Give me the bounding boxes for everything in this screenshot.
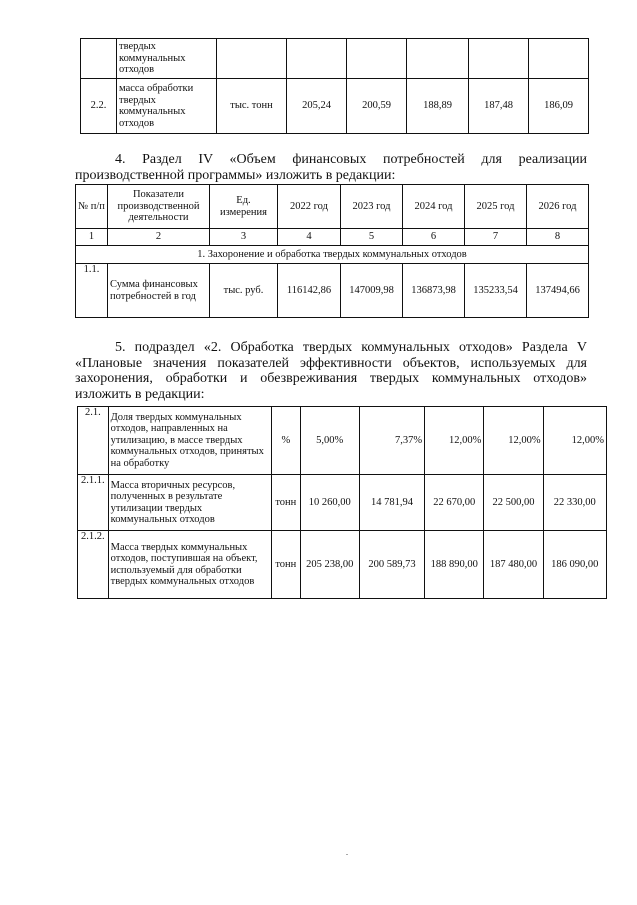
table-targets-continuation: [80, 38, 589, 134]
table-efficiency-indicators: [77, 406, 607, 599]
value-cell: [529, 39, 589, 79]
value-cell: 186,09: [529, 79, 589, 134]
value-cell: [469, 39, 529, 79]
value-cell: 22 500,00: [484, 475, 543, 531]
table-row: [78, 531, 607, 599]
row-num: 2.1.2.: [78, 531, 109, 599]
value-cell: 12,00%: [425, 407, 484, 475]
value-cell: 137494,66: [527, 264, 589, 318]
value-cell: 10 260,00: [300, 475, 359, 531]
value-cell: 22 330,00: [543, 475, 606, 531]
index-cell: 7: [465, 229, 527, 246]
header-year: 2026 год: [527, 185, 589, 229]
value-cell: 187 480,00: [484, 531, 543, 599]
value-cell: [347, 39, 407, 79]
index-cell: 1: [76, 229, 108, 246]
index-cell: 6: [403, 229, 465, 246]
row-num: 1.1.: [76, 264, 108, 318]
row-unit: тыс. руб.: [210, 264, 278, 318]
table-row: [81, 39, 589, 79]
row-num: 2.1.1.: [78, 475, 109, 531]
row-num: 2.2.: [81, 79, 117, 134]
value-cell: [287, 39, 347, 79]
value-cell: 200,59: [347, 79, 407, 134]
table-row: [78, 475, 607, 531]
value-cell: 116142,86: [278, 264, 341, 318]
value-cell: 147009,98: [341, 264, 403, 318]
row-num: [81, 39, 117, 79]
value-cell: 205 238,00: [300, 531, 359, 599]
value-cell: 14 781,94: [359, 475, 424, 531]
paragraph-4: 4. Раздел IV «Объем финансовых потребностей для реализации производственной программы» изложить в редакции:: [75, 152, 587, 183]
value-cell: 5,00%: [300, 407, 359, 475]
table-row: [81, 79, 589, 134]
value-cell: 12,00%: [543, 407, 606, 475]
header-unit: Ед. измерения: [210, 185, 278, 229]
header-year: 2025 год: [465, 185, 527, 229]
header-year: 2024 год: [403, 185, 465, 229]
row-unit: тонн: [272, 475, 301, 531]
value-cell: [407, 39, 469, 79]
value-cell: 200 589,73: [359, 531, 424, 599]
table-row: [76, 264, 589, 318]
row-name: Масса твердых коммунальных отходов, поступившая на объект, используемый для обработки твердых коммунальных отходов: [108, 531, 271, 599]
table-header-row: [76, 185, 589, 229]
footer-mark: .: [346, 848, 348, 857]
index-cell: 4: [278, 229, 341, 246]
value-cell: 188 890,00: [425, 531, 484, 599]
table-index-row: [76, 229, 589, 246]
value-cell: 136873,98: [403, 264, 465, 318]
row-num: 2.1.: [78, 407, 109, 475]
value-cell: 135233,54: [465, 264, 527, 318]
row-unit: [217, 39, 287, 79]
value-cell: 12,00%: [484, 407, 543, 475]
value-cell: 188,89: [407, 79, 469, 134]
index-cell: 8: [527, 229, 589, 246]
paragraph-5: 5. подраздел «2. Обработка твердых коммунальных отходов» Раздела V «Плановые значения показателей эффективности объектов, используемых для захоронения, обработки и обезвреживания твердых коммунальных отходов» изложить в редакции:: [75, 340, 587, 402]
index-cell: 5: [341, 229, 403, 246]
value-cell: 205,24: [287, 79, 347, 134]
table-financial-needs: [75, 184, 589, 318]
row-name: масса обработки твердых коммунальных отходов: [117, 79, 217, 134]
value-cell: 186 090,00: [543, 531, 606, 599]
section-title: 1. Захоронение и обработка твердых коммунальных отходов: [76, 246, 589, 264]
row-unit: %: [272, 407, 301, 475]
row-name: Сумма финансовых потребностей в год: [108, 264, 210, 318]
value-cell: 187,48: [469, 79, 529, 134]
index-cell: 2: [108, 229, 210, 246]
row-unit: тыс. тонн: [217, 79, 287, 134]
header-year: 2023 год: [341, 185, 403, 229]
section-title-row: [76, 246, 589, 264]
value-cell: 7,37%: [359, 407, 424, 475]
row-name: Масса вторичных ресурсов, полученных в результате утилизации твердых коммунальных отходов: [108, 475, 271, 531]
row-name: Доля твердых коммунальных отходов, направленных на утилизацию, в массе твердых коммунальных отходов, принятых на обработку: [108, 407, 271, 475]
row-unit: тонн: [272, 531, 301, 599]
header-num: № п/п: [76, 185, 108, 229]
row-name: твердых коммунальных отходов: [117, 39, 217, 79]
index-cell: 3: [210, 229, 278, 246]
table-row: [78, 407, 607, 475]
header-name: Показатели производственной деятельности: [108, 185, 210, 229]
header-year: 2022 год: [278, 185, 341, 229]
value-cell: 22 670,00: [425, 475, 484, 531]
